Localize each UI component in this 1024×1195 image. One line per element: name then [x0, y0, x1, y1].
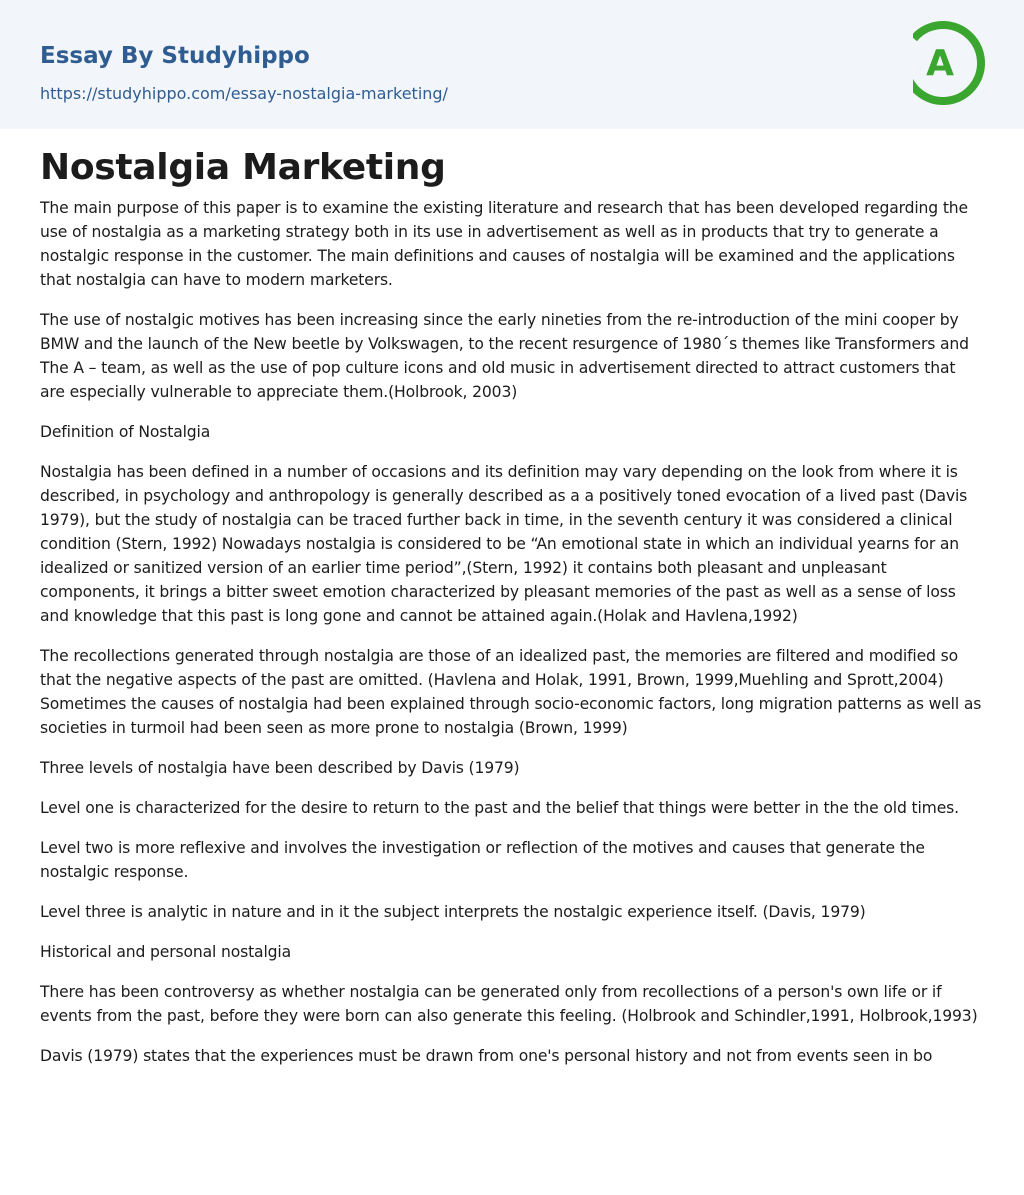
paragraph-three-levels: Three levels of nostalgia have been described by Davis (1979)	[40, 759, 520, 777]
paragraph-level-one: Level one is characterized for the desire to return to the past and the belief that things were better in the the old times.	[40, 799, 959, 817]
article-content	[40, 144, 984, 1084]
site-title[interactable]: Essay By Studyhippo	[40, 43, 310, 69]
logo-letter: A	[926, 43, 954, 84]
studyhippo-logo-icon[interactable]	[913, 19, 987, 107]
paragraph-intro: The main purpose of this paper is to examine the existing literature and research that has been developed regarding the use of nostalgia as a marketing strategy both in its use in advertisement as well as in products that try to generate a nostalgic response in the customer. The main definitions and causes of nostalgia will be examined and the applications that nostalgia can have to modern marketers.	[40, 199, 968, 289]
site-header	[0, 0, 1024, 129]
paragraph-level-three: Level three is analytic in nature and in it the subject interprets the nostalgic experience itself. (Davis, 1979)	[40, 903, 866, 921]
paragraph-controversy: There has been controversy as whether nostalgia can be generated only from recollections of a person's own life or if events from the past, before they were born can also generate this feeling. (Holbrook and Schindler,1991, Holbrook,1993)	[40, 983, 978, 1025]
paragraph-level-two: Level two is more reflexive and involves the investigation or reflection of the motives and causes that generate the nostalgic response.	[40, 839, 925, 881]
page-title: Nostalgia Marketing	[40, 147, 446, 188]
section-heading-definition: Definition of Nostalgia	[40, 423, 211, 441]
paragraph-definition: Nostalgia has been defined in a number of occasions and its definition may vary depending on the look from where it is described, in psychology and anthropology is generally described as a a positively toned evocation of a lived past (Davis 1979), but the study of nostalgia can be traced further back in time, in the seventh century it was considered a clinical condition (Stern, 1992) Nowadays nostalgia is considered to be “An emotional state in which an individual yearns for an idealized or sanitized version of an earlier time period”,(Stern, 1992) it contains both pleasant and unpleasant components, it brings a bitter sweet emotion characterized by pleasant memories of the past as well as a sense of loss and knowledge that this past is long gone and cannot be attained again.(Holak and Havlena,1992)	[40, 463, 968, 625]
paragraph-recollections: The recollections generated through nostalgia are those of an idealized past, the memories are filtered and modified so that the negative aspects of the past are omitted. (Havlena and Holak, 1991, Brown, 1999,Muehling and Sprott,2004) Sometimes the causes of nostalgia had been explained through socio-economic factors, long migration patterns as well as societies in turmoil had been seen as more prone to nostalgia (Brown, 1999)	[40, 647, 982, 737]
paragraph-davis: Davis (1979) states that the experiences must be drawn from one's personal history and not from events seen in bo	[40, 1047, 933, 1065]
paragraph-nostalgic-motives: The use of nostalgic motives has been increasing since the early nineties from the re-introduction of the mini cooper by BMW and the launch of the New beetle by Volkswagen, to the recent resurgence of 1980´s themes like Transformers and The A – team, as well as the use of pop culture icons and old music in advertisement directed to attract customers that are especially vulnerable to appreciate them.(Holbrook, 2003)	[40, 311, 969, 401]
section-heading-historical: Historical and personal nostalgia	[40, 943, 291, 961]
essay-url-link[interactable]: https://studyhippo.com/essay-nostalgia-marketing/	[40, 84, 448, 103]
